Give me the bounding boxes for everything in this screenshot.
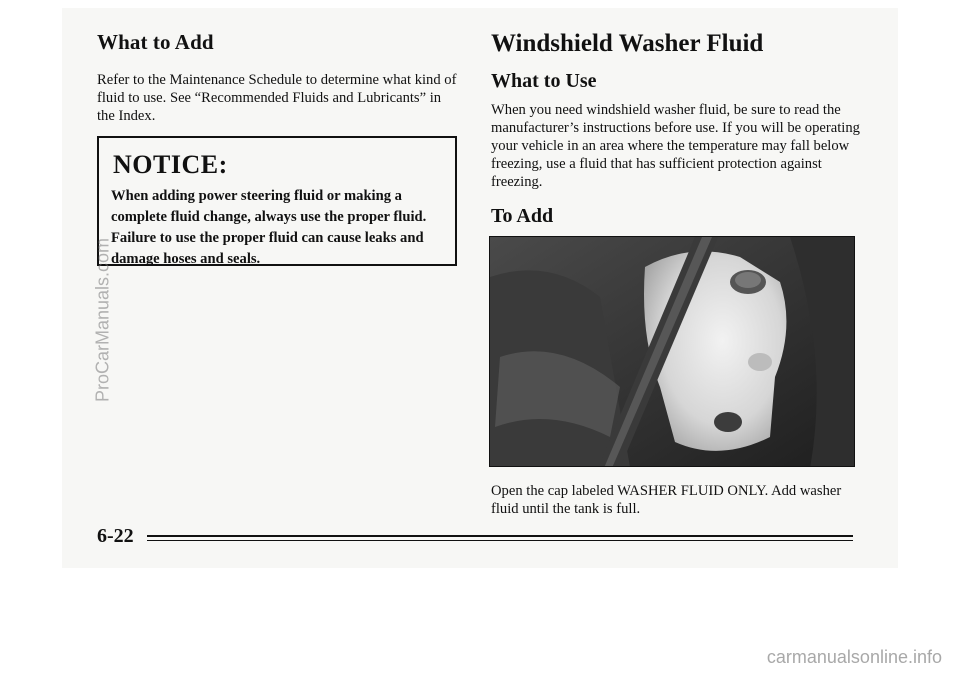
engine-bay-illustration xyxy=(490,237,855,467)
what-to-add-text: Refer to the Maintenance Schedule to determine what kind of fluid to use. See “Recommended Fluids and Lubricants” in the Index. xyxy=(97,72,457,124)
what-to-add-heading: What to Add xyxy=(97,30,214,54)
site-watermark: carmanualsonline.info xyxy=(766,647,942,667)
footer-rule xyxy=(147,535,853,537)
to-add-heading: To Add xyxy=(491,205,554,227)
washer-fluid-title: Windshield Washer Fluid xyxy=(491,30,764,57)
footer-rule-thin xyxy=(147,540,853,541)
notice-box xyxy=(97,136,457,266)
what-to-use-heading: What to Use xyxy=(491,70,597,92)
washer-reservoir-photo xyxy=(489,236,855,467)
vertical-watermark xyxy=(88,210,118,430)
photo-caption: Open the cap labeled WASHER FLUID ONLY. Add washer fluid until the tank is full. xyxy=(491,483,842,517)
notice-text: When adding power steering fluid or making a complete fluid change, always use the proper fluid. Failure to use the proper fluid can cause leaks and damage hoses and seals. xyxy=(111,188,427,267)
left-column xyxy=(97,30,457,125)
notice-title: NOTICE: xyxy=(113,150,228,179)
right-column xyxy=(491,30,861,228)
what-to-use-text: When you need windshield washer fluid, be sure to read the manufacturer’s instructions before use. If you will be operating your vehicle in an area where the temperature may fall below freezing, use a fluid that has sufficient protection against freezing. xyxy=(491,102,860,190)
vertical-watermark-text: ProCarManuals.com xyxy=(92,237,113,403)
page-number: 6-22 xyxy=(97,525,134,547)
